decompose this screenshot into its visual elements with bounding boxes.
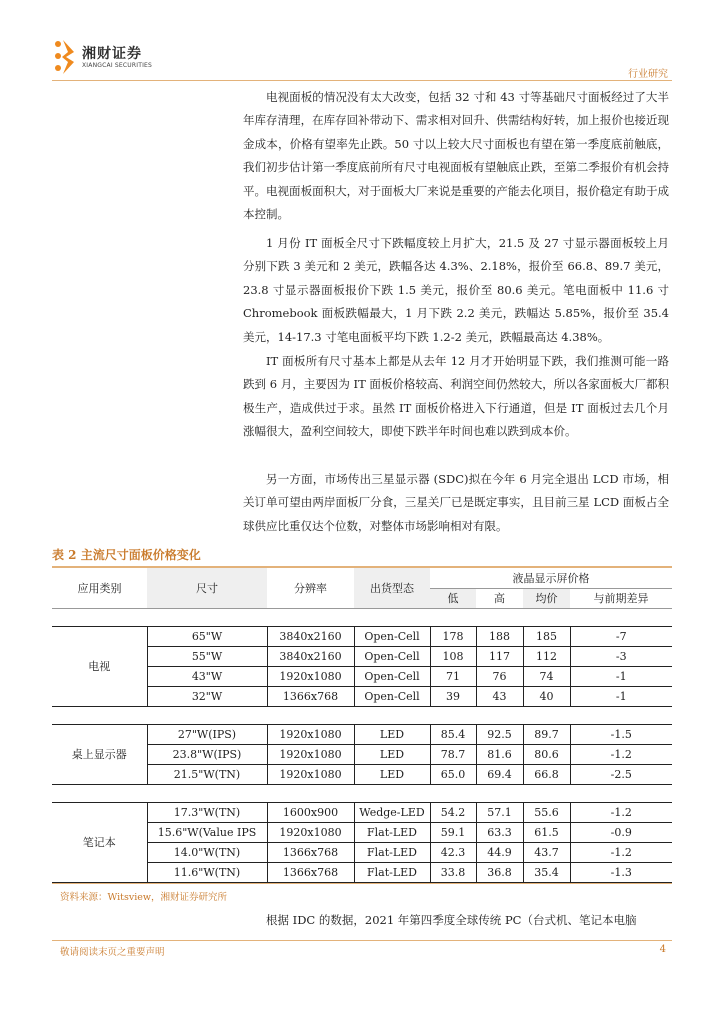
cell-avg: 55.6 [523, 802, 570, 822]
table-row [52, 724, 672, 744]
page-number: 4 [659, 944, 666, 955]
cell-high: 117 [476, 646, 523, 666]
cell-size: 17.3"W(TN) [147, 802, 267, 822]
cell-shipping: Open-Cell [354, 686, 430, 706]
header-category: 应用类别 [52, 568, 147, 608]
cell-shipping: LED [354, 764, 430, 784]
cell-size: 27"W(IPS) [147, 724, 267, 744]
paragraph-it-panels-outlook: IT 面板所有尺寸基本上都是从去年 12 月才开始明显下跌，我们推测可能一路跌到 6 月，主要因为 IT 面板价格较高、利润空间仍然较大，所以各家面板大厂都积极生产，造成供过于求。虽然 IT 面板价格进入下行通道，但是 IT 面板过去几个月涨幅很大，盈利空间较大，即使下跌半年时间也难以跌到成本价。 [243, 354, 669, 439]
cell-shipping: Wedge-LED [354, 802, 430, 822]
cell-size: 15.6"W(Value IPS [147, 822, 267, 842]
cell-diff: -1 [570, 686, 672, 706]
cell-avg: 89.7 [523, 724, 570, 744]
header-divider [52, 80, 672, 81]
cell-diff: -1.5 [570, 724, 672, 744]
cell-resolution: 1920x1080 [267, 744, 354, 764]
cell-low: 54.2 [430, 802, 476, 822]
cell-low: 65.0 [430, 764, 476, 784]
cell-diff: -1.2 [570, 744, 672, 764]
panel-price-table [52, 568, 672, 883]
cell-size: 43"W [147, 666, 267, 686]
paragraph-tv-panels: 电视面板的情况没有太大改变，包括 32 寸和 43 寸等基础尺寸面板经过了大半年库存清理，在库存回补带动下、需求相对回升、供需结构好转，加上报价也接近现金成本，价格有望率先止跌。50 寸以上较大尺寸面板也有望在第一季度底前触底，我们初步估计第一季度底前所有尺寸电视面板有望触底止跌，至第二季报价有机会持平。电视面板面积大，对于面板大厂来说是重要的产能去化项目，报价稳定有助于成本控制。 [243, 90, 669, 222]
table-title: 表 2 主流尺寸面板价格变化 [52, 548, 201, 562]
cell-low: 71 [430, 666, 476, 686]
cell-avg: 43.7 [523, 842, 570, 862]
cell-high: 69.4 [476, 764, 523, 784]
source-divider [52, 883, 672, 884]
cell-diff: -1.3 [570, 862, 672, 882]
paragraph-it-panels-january: 1 月份 IT 面板全尺寸下跌幅度较上月扩大，21.5 及 27 寸显示器面板较上月分别下跌 3 美元和 2 美元，跌幅各达 4.3%、2.18%，报价至 66.8、89.7 美元，23.8 寸显示器面板报价下跌 1.5 美元，报价至 80.6 美元。笔电面板中 11.6 寸 Chromebook 面板跌幅最大，1 月下跌 2.2 美元，跌幅达 5.85%，报价至 35.4 美元，14-17.3 寸笔电面板平均下跌 1.2-2 美元，跌幅最高达 4.38%。 [243, 236, 669, 344]
cell-low: 78.7 [430, 744, 476, 764]
cell-shipping: Open-Cell [354, 646, 430, 666]
header-shipping: 出货型态 [354, 568, 430, 608]
cell-diff: -1.2 [570, 842, 672, 862]
cell-resolution: 1920x1080 [267, 666, 354, 686]
cell-resolution: 1920x1080 [267, 764, 354, 784]
cell-shipping: Flat-LED [354, 862, 430, 882]
cell-size: 14.0"W(TN) [147, 842, 267, 862]
cell-high: 92.5 [476, 724, 523, 744]
cell-diff: -2.5 [570, 764, 672, 784]
cell-low: 39 [430, 686, 476, 706]
cell-shipping: Flat-LED [354, 842, 430, 862]
cell-diff: -1.2 [570, 802, 672, 822]
brand-name-cn: 湘财证券 [82, 46, 142, 62]
cell-resolution: 3840x2160 [267, 626, 354, 646]
header-avg: 均价 [523, 588, 570, 608]
cell-high: 63.3 [476, 822, 523, 842]
cell-shipping: LED [354, 724, 430, 744]
cell-size: 11.6"W(TN) [147, 862, 267, 882]
page-header [0, 0, 724, 86]
brand-name-en: XIANGCAI SECURITIES [82, 62, 153, 69]
cell-avg: 185 [523, 626, 570, 646]
cell-shipping: Open-Cell [354, 666, 430, 686]
cell-avg: 66.8 [523, 764, 570, 784]
cell-size: 55"W [147, 646, 267, 666]
table-header-row [52, 568, 672, 588]
cell-size: 21.5"W(TN) [147, 764, 267, 784]
cell-shipping: Open-Cell [354, 626, 430, 646]
paragraph-idc-pc: 根据 IDC 的数据，2021 年第四季度全球传统 PC（台式机、笔记本电脑 [266, 913, 637, 927]
group-label-notebook: 笔记本 [52, 802, 147, 882]
group-label-monitor: 桌上显示器 [52, 724, 147, 784]
header-high: 高 [476, 588, 523, 608]
cell-shipping: Flat-LED [354, 822, 430, 842]
cell-high: 44.9 [476, 842, 523, 862]
header-size: 尺寸 [147, 568, 267, 608]
cell-avg: 40 [523, 686, 570, 706]
cell-resolution: 1920x1080 [267, 724, 354, 744]
brand-logo [52, 38, 162, 76]
cell-avg: 80.6 [523, 744, 570, 764]
brand-logo-icon [52, 38, 78, 76]
cell-resolution: 1366x768 [267, 686, 354, 706]
cell-high: 36.8 [476, 862, 523, 882]
header-price-group: 液晶显示屏价格 [430, 568, 672, 588]
disclaimer-note: 敬请阅读末页之重要声明 [60, 947, 165, 958]
cell-low: 85.4 [430, 724, 476, 744]
cell-high: 188 [476, 626, 523, 646]
cell-size: 65"W [147, 626, 267, 646]
cell-shipping: LED [354, 744, 430, 764]
cell-low: 33.8 [430, 862, 476, 882]
cell-resolution: 1366x768 [267, 842, 354, 862]
table-row [52, 626, 672, 646]
cell-size: 32"W [147, 686, 267, 706]
section-tag: 行业研究 [628, 69, 668, 80]
cell-resolution: 1366x768 [267, 862, 354, 882]
cell-avg: 112 [523, 646, 570, 666]
cell-resolution: 1920x1080 [267, 822, 354, 842]
cell-low: 108 [430, 646, 476, 666]
cell-diff: -7 [570, 626, 672, 646]
footer-divider [52, 940, 672, 941]
cell-diff: -0.9 [570, 822, 672, 842]
cell-diff: -3 [570, 646, 672, 666]
cell-resolution: 1600x900 [267, 802, 354, 822]
header-diff: 与前期差异 [570, 588, 672, 608]
cell-high: 57.1 [476, 802, 523, 822]
table-source: 资料来源：Witsview，湘财证券研究所 [60, 892, 227, 903]
cell-high: 43 [476, 686, 523, 706]
cell-low: 178 [430, 626, 476, 646]
cell-diff: -1 [570, 666, 672, 686]
header-low: 低 [430, 588, 476, 608]
header-resolution: 分辨率 [267, 568, 354, 608]
paragraph-samsung-exit: 另一方面，市场传出三星显示器 (SDC)拟在今年 6 月完全退出 LCD 市场，相关订单可望由两岸面板厂分食，三星关厂已是既定事实，且目前三星 LCD 面板占全球供应比重仅达个位数，对整体市场影响相对有限。 [243, 472, 669, 533]
cell-avg: 74 [523, 666, 570, 686]
cell-avg: 35.4 [523, 862, 570, 882]
cell-size: 23.8"W(IPS) [147, 744, 267, 764]
cell-avg: 61.5 [523, 822, 570, 842]
table-row [52, 802, 672, 822]
group-label-tv: 电视 [52, 626, 147, 706]
cell-low: 42.3 [430, 842, 476, 862]
cell-low: 59.1 [430, 822, 476, 842]
cell-high: 76 [476, 666, 523, 686]
cell-resolution: 3840x2160 [267, 646, 354, 666]
cell-high: 81.6 [476, 744, 523, 764]
